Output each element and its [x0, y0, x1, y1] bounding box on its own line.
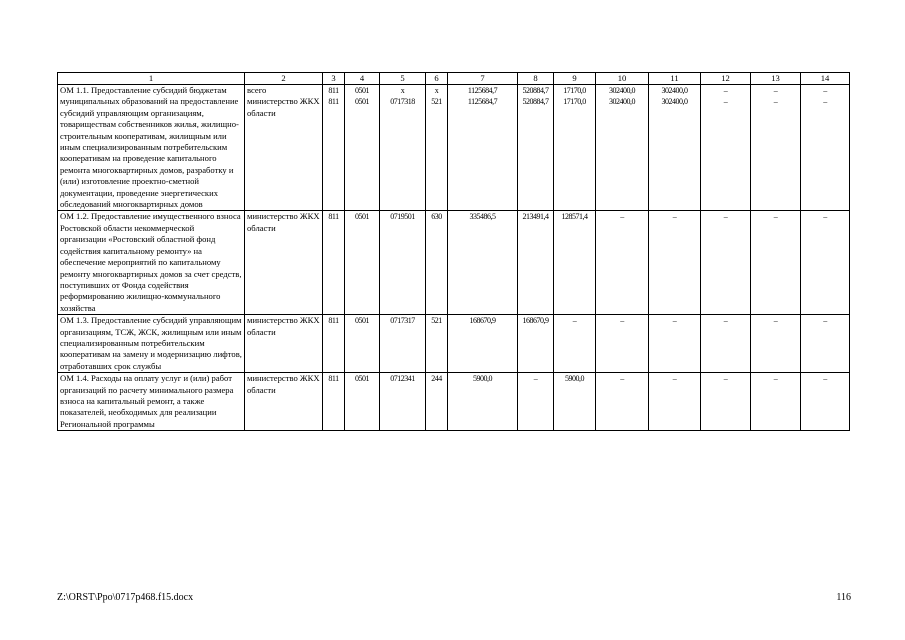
cell-value: 521	[431, 316, 442, 326]
column-header: 4	[345, 73, 380, 85]
cell-value: 811	[328, 212, 339, 222]
cell-value: 168670,9	[469, 316, 496, 326]
table-row	[58, 85, 850, 211]
cell-value: 521	[431, 97, 442, 107]
cell-value: –	[723, 316, 728, 326]
cell-value: 1125684,7	[467, 97, 498, 107]
value-cell	[518, 211, 554, 315]
executor-name: министерство ЖКХ области	[247, 211, 320, 233]
cell-value: 0719501	[390, 212, 415, 222]
value-cell	[554, 373, 596, 431]
value-cell	[345, 373, 380, 431]
value-cell	[345, 315, 380, 373]
value-cell	[323, 315, 345, 373]
value-cell	[323, 85, 345, 211]
cell-value: –	[620, 212, 624, 222]
cell-value: 17170,0	[563, 97, 586, 107]
cell-value: –	[773, 212, 778, 222]
cell-value: х	[434, 86, 439, 95]
executor-cell	[245, 211, 323, 315]
value-cell	[801, 211, 850, 315]
value-cell	[554, 315, 596, 373]
cell-value: 17170,0	[563, 86, 586, 95]
cell-value: –	[672, 374, 677, 384]
cell-value: 0501	[355, 212, 369, 222]
value-cell	[751, 315, 801, 373]
value-cell	[426, 85, 448, 211]
executor-cell	[245, 85, 323, 211]
cell-value: х	[400, 86, 405, 95]
cell-value: 0712341	[390, 374, 415, 384]
cell-value: 520884,7	[522, 97, 549, 107]
value-cell	[380, 85, 426, 211]
value-cell	[649, 315, 701, 373]
cell-value: –	[823, 374, 827, 384]
column-header: 9	[554, 73, 596, 85]
cell-value: 128571,4	[561, 212, 588, 222]
value-cell	[801, 85, 850, 211]
executor-cell	[245, 315, 323, 373]
value-cell	[323, 211, 345, 315]
column-header: 7	[448, 73, 518, 85]
value-cell	[554, 211, 596, 315]
value-cell	[448, 315, 518, 373]
header-row	[58, 73, 850, 85]
column-header: 10	[596, 73, 649, 85]
cell-value: 0501	[355, 97, 369, 107]
table-row	[58, 211, 850, 315]
table-row	[58, 373, 850, 431]
cell-value: –	[723, 97, 728, 107]
cell-value: 811	[328, 316, 339, 326]
cell-value: –	[823, 316, 827, 326]
cell-value: –	[672, 316, 677, 326]
value-cell	[426, 315, 448, 373]
column-header: 1	[58, 73, 245, 85]
cell-value: 811	[328, 97, 339, 107]
cell-value: 0501	[355, 86, 369, 95]
cell-value: 302400,0	[609, 97, 635, 107]
value-cell	[751, 85, 801, 211]
cell-value: –	[723, 86, 728, 95]
page-number: 116	[836, 592, 851, 603]
executor-name: министерство ЖКХ области	[247, 96, 320, 118]
budget-table	[57, 72, 850, 431]
value-cell	[426, 373, 448, 431]
cell-value: –	[823, 86, 827, 95]
cell-value: –	[723, 212, 728, 222]
column-header: 14	[801, 73, 850, 85]
cell-value: –	[773, 316, 778, 326]
column-header: 12	[701, 73, 751, 85]
value-cell	[596, 211, 649, 315]
cell-value: –	[572, 316, 577, 326]
column-header: 5	[380, 73, 426, 85]
value-cell	[554, 85, 596, 211]
measure-description: ОМ 1.2. Предоставление имущественного взноса Ростовской области некоммерческой организации «Ростовский областной фонд содействия капитальному ремонту» на обеспечение мероприятий по капитальному ремонту многоквартирных домов за счет средств, поступивших от Фонда содействия реформированию жилищно-коммунального хозяйства	[58, 211, 245, 315]
executor-name: всего	[247, 85, 267, 95]
cell-value: 302400,0	[661, 97, 688, 107]
value-cell	[380, 373, 426, 431]
cell-value: 213491,4	[522, 212, 549, 222]
value-cell	[701, 85, 751, 211]
cell-value: 0717317	[390, 316, 415, 326]
table-body	[58, 85, 850, 431]
value-cell	[426, 211, 448, 315]
value-cell	[649, 85, 701, 211]
cell-value: 1125684,7	[467, 86, 498, 95]
column-header: 13	[751, 73, 801, 85]
cell-value: 520884,7	[522, 86, 549, 95]
value-cell	[596, 315, 649, 373]
measure-description: ОМ 1.4. Расходы на оплату услуг и (или) работ организаций по расчету минимального размера взноса на капитальный ремонт, а также показателей, необходимых для реализации Региональной программы	[58, 373, 245, 431]
value-cell	[649, 373, 701, 431]
value-cell	[323, 373, 345, 431]
cell-value: 5900,0	[565, 374, 584, 384]
value-cell	[649, 211, 701, 315]
cell-value: 335486,5	[469, 212, 496, 222]
value-cell	[518, 315, 554, 373]
cell-value: –	[533, 374, 538, 384]
measure-description: ОМ 1.3. Предоставление субсидий управляющим организациям, ТСЖ, ЖСК, жилищным или иным специализированным потребительским кооперативам на замену и модернизацию лифтов, отработавших срок службы	[58, 315, 245, 373]
value-cell	[701, 373, 751, 431]
value-cell	[380, 315, 426, 373]
column-header: 6	[426, 73, 448, 85]
measure-description: ОМ 1.1. Предоставление субсидий бюджетам муниципальных образований на предоставление субсидий управляющим организациям, товариществам собственников жилья, жилищно-строительным кооперативам, жилищным или иным специализированным потребительским кооперативам на проведение капитального ремонта многоквартирных домов, разработку и (или) изготовление проектно-сметной документации, проведение энергетических обследований многоквартирных домов	[58, 85, 245, 211]
cell-value: –	[620, 374, 624, 384]
value-cell	[751, 211, 801, 315]
cell-value: –	[773, 374, 778, 384]
cell-value: 5900,0	[473, 374, 492, 384]
executor-name: министерство ЖКХ области	[247, 315, 320, 337]
cell-value: –	[672, 212, 677, 222]
value-cell	[448, 373, 518, 431]
value-cell	[801, 315, 850, 373]
cell-value: –	[823, 212, 827, 222]
column-header: 8	[518, 73, 554, 85]
cell-value: 811	[328, 86, 339, 95]
value-cell	[380, 211, 426, 315]
cell-value: –	[620, 316, 624, 326]
value-cell	[701, 315, 751, 373]
table-row	[58, 315, 850, 373]
value-cell	[345, 85, 380, 211]
value-cell	[448, 85, 518, 211]
cell-value: 630	[431, 212, 442, 222]
cell-value: 302400,0	[609, 86, 635, 95]
cell-value: –	[773, 97, 778, 107]
cell-value: 811	[328, 374, 339, 384]
value-cell	[345, 211, 380, 315]
cell-value: 0501	[355, 374, 369, 384]
cell-value: 0717318	[390, 97, 415, 107]
value-cell	[518, 85, 554, 211]
footer-file-path: Z:\ORST\Ppo\0717p468.f15.docx	[57, 592, 194, 603]
executor-cell	[245, 373, 323, 431]
cell-value: 168670,9	[522, 316, 549, 326]
cell-value: –	[723, 374, 728, 384]
value-cell	[448, 211, 518, 315]
value-cell	[801, 373, 850, 431]
cell-value: 244	[431, 374, 442, 384]
column-header: 2	[245, 73, 323, 85]
cell-value: –	[823, 97, 827, 107]
value-cell	[596, 85, 649, 211]
value-cell	[701, 211, 751, 315]
cell-value: 302400,0	[661, 86, 688, 95]
column-header: 11	[649, 73, 701, 85]
cell-value: –	[773, 86, 778, 95]
value-cell	[751, 373, 801, 431]
executor-name: министерство ЖКХ области	[247, 373, 320, 395]
cell-value: 0501	[355, 316, 369, 326]
column-header: 3	[323, 73, 345, 85]
value-cell	[518, 373, 554, 431]
value-cell	[596, 373, 649, 431]
